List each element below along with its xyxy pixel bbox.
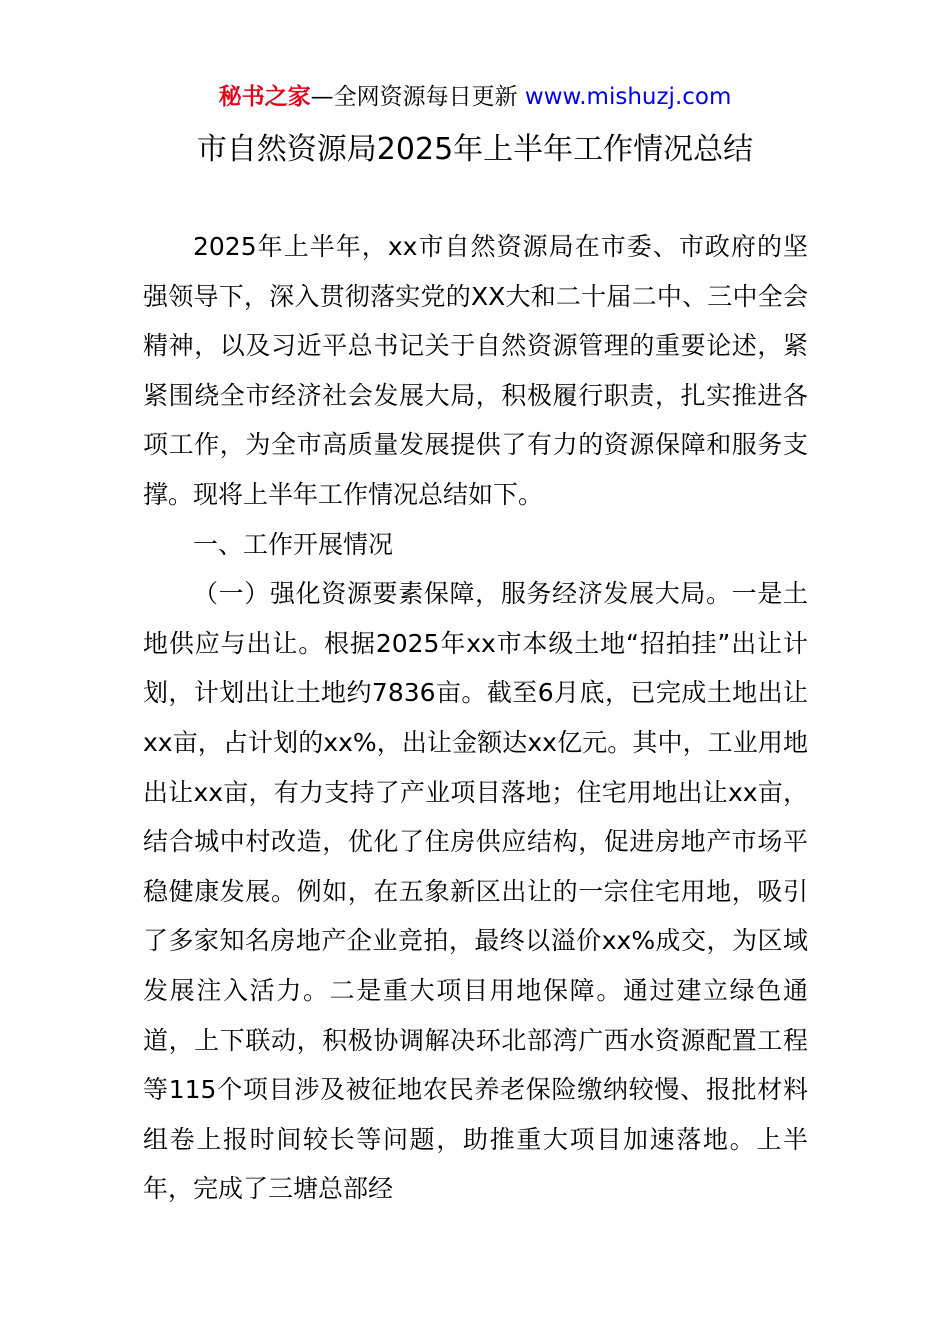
site-brand: 秘书之家 [218,84,311,110]
document-body [143,222,808,1214]
body-paragraph: （一）强化资源要素保障，服务经济发展大局。一是土地供应与出让。根据2025年xx市本级土地“招拍挂”出让计划，计划出让土地约7836亩。截至6月底，已完成土地出让xx亩，占计划的xx%，出让金额达xx亿元。其中，工业用地出让xx亩，有力支持了产业项目落地；住宅用地出让xx亩，结合城中村改造，优化了住房供应结构，促进房地产市场平稳健康发展。例如，在五象新区出让的一宗住宅用地，吸引了多家知名房地产企业竞拍，最终以溢价xx%成交，为区域发展注入活力。二是重大项目用地保障。通过建立绿色通道，上下联动，积极协调解决环北部湾广西水资源配置工程等115个项目涉及被征地农民养老保险缴纳较慢、报批材料组卷上报时间较长等问题，助推重大项目加速落地。上半年，完成了三塘总部经 [143,579,808,1204]
site-tagline: —全网资源每日更新 [310,84,518,110]
site-header [0,80,950,114]
document-title: 市自然资源局2025年上半年工作情况总结 [196,132,754,167]
intro-paragraph: 2025年上半年，xx市自然资源局在市委、市政府的坚强领导下，深入贯彻落实党的XX大和二十届二中、三中全会精神，以及习近平总书记关于自然资源管理的重要论述，紧紧围绕全市经济社会发展大局，积极履行职责，扎实推进各项工作，为全市高质量发展提供了有力的资源保障和服务支撑。现将上半年工作情况总结如下。 [143,232,808,509]
site-url-link[interactable]: www.mishuzj.com [524,84,732,110]
section-heading: 一、工作开展情况 [193,529,394,559]
